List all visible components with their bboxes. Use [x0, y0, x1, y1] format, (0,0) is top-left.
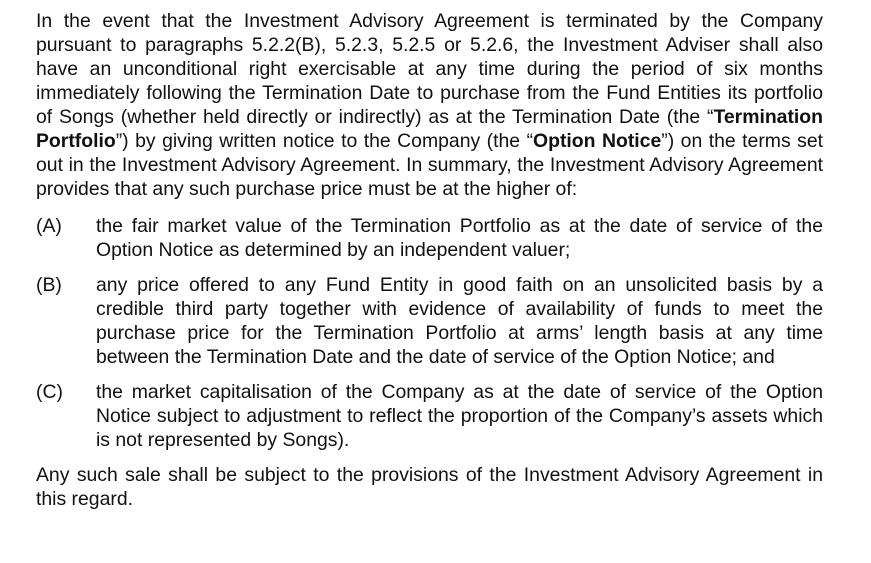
list-item-text: the market capitalisation of the Company as at the date of service of the Option Notice subject to adjustment to reflect the proportion of the Company’s assets which is not represented by Songs). — [96, 381, 823, 451]
intro-text-3: ”) on the terms set out in the Investment Advisory Agreement. In summary, the Investment Advisory Agreement provides that any such purchase price must be at the higher of: — [36, 130, 823, 200]
intro-text-2: ”) by giving written notice to the Company (the “ — [115, 130, 534, 152]
list-item-marker: (C) — [36, 381, 63, 403]
intro-paragraph — [36, 9, 823, 201]
list-item-text: any price offered to any Fund Entity in good faith on an unsolicited basis by a credible third party together with evidence of availability of funds to meet the purchase price for the Termination Portfolio at arms’ length basis at any time between the Termination Date and the date of service of the Option Notice; and — [96, 274, 823, 368]
list-item-marker: (B) — [36, 274, 62, 296]
price-options-list — [36, 214, 823, 452]
term-termination-portfolio: Termination Portfolio — [36, 106, 823, 152]
term-option-notice: Option Notice — [533, 130, 662, 152]
closing-paragraph: Any such sale shall be subject to the provisions of the Investment Advisory Agreement in this regard. — [36, 464, 823, 510]
list-item-text: the fair market value of the Termination Portfolio as at the date of service of the Option Notice as determined by an independent valuer; — [96, 215, 823, 261]
intro-text-1: In the event that the Investment Advisory Agreement is terminated by the Company pursuant to paragraphs 5.2.2(B), 5.2.3, 5.2.5 or 5.2.6, the Investment Adviser shall also have an unconditional right exercisable at any time during the period of six months immediately following the Termination Date to purchase from the Fund Entities its portfolio of Songs (whether held directly or indirectly) as at the Termination Date (the “ — [36, 10, 823, 128]
list-item-marker: (A) — [36, 215, 62, 237]
list-item-c — [36, 380, 823, 452]
list-item-a — [36, 214, 823, 262]
list-item-b — [36, 273, 823, 369]
